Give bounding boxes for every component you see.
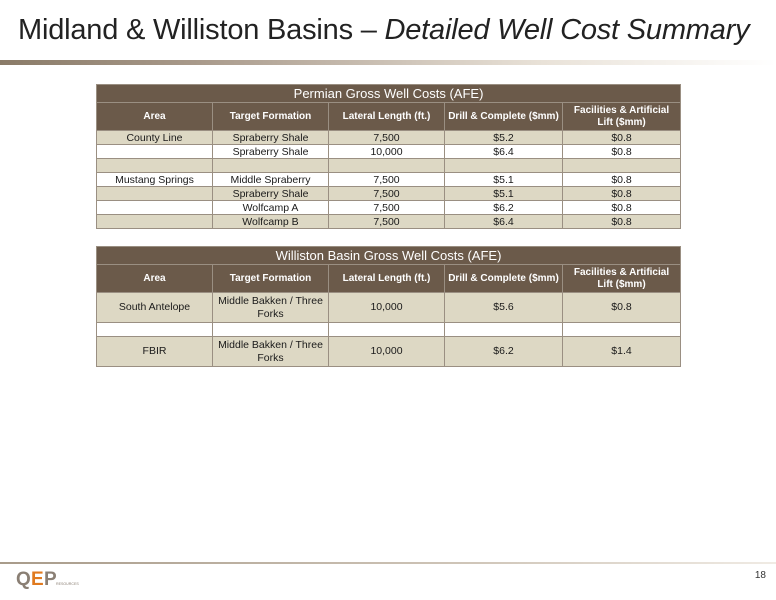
williston-table-caption: Williston Basin Gross Well Costs (AFE): [97, 247, 681, 265]
column-header-facilities-lift: Facilities & Artificial Lift ($mm): [563, 103, 681, 131]
cell-facilities-lift: $0.8: [563, 215, 681, 229]
cell-drill-complete: $5.2: [445, 131, 563, 145]
cell-lateral-length: 10,000: [329, 337, 445, 367]
company-logo: [16, 568, 79, 590]
cell-target-formation: Wolfcamp B: [213, 215, 329, 229]
table-row: [97, 131, 681, 145]
permian-cost-table: [96, 84, 681, 229]
cell-drill-complete: [445, 323, 563, 337]
cell-lateral-length: 7,500: [329, 173, 445, 187]
cell-lateral-length: 7,500: [329, 131, 445, 145]
svg-text:RESOURCES: RESOURCES: [56, 582, 79, 586]
slide-title-italic: Detailed Well Cost Summary: [384, 14, 750, 46]
cell-area: [97, 215, 213, 229]
qep-logo-icon: [16, 568, 79, 590]
cell-target-formation: Spraberry Shale: [213, 187, 329, 201]
cell-facilities-lift: $0.8: [563, 201, 681, 215]
cell-lateral-length: 10,000: [329, 145, 445, 159]
cell-target-formation: Middle Bakken / Three Forks: [213, 293, 329, 323]
cell-facilities-lift: $0.8: [563, 293, 681, 323]
cell-area: South Antelope: [97, 293, 213, 323]
cell-drill-complete: $6.2: [445, 337, 563, 367]
cell-target-formation: [213, 159, 329, 173]
cell-area: FBIR: [97, 337, 213, 367]
table-row: [97, 337, 681, 367]
williston-header-row: [97, 265, 681, 293]
cell-target-formation: Wolfcamp A: [213, 201, 329, 215]
cell-area: [97, 145, 213, 159]
table-row: [97, 215, 681, 229]
svg-text:E: E: [31, 569, 44, 590]
table-row: [97, 187, 681, 201]
cell-target-formation: Middle Spraberry: [213, 173, 329, 187]
table-row: [97, 201, 681, 215]
footer-divider: [0, 562, 776, 564]
cell-area: Mustang Springs: [97, 173, 213, 187]
cell-drill-complete: $6.2: [445, 201, 563, 215]
column-header-drill-complete: Drill & Complete ($mm): [445, 103, 563, 131]
title-divider: [0, 60, 776, 65]
cell-drill-complete: $5.6: [445, 293, 563, 323]
cell-target-formation: Middle Bakken / Three Forks: [213, 337, 329, 367]
cell-facilities-lift: $0.8: [563, 145, 681, 159]
cell-facilities-lift: $0.8: [563, 187, 681, 201]
cell-target-formation: [213, 323, 329, 337]
cell-lateral-length: 7,500: [329, 215, 445, 229]
cell-area: [97, 187, 213, 201]
column-header-drill-complete: Drill & Complete ($mm): [445, 265, 563, 293]
svg-text:P: P: [44, 569, 57, 590]
column-header-target-formation: Target Formation: [213, 265, 329, 293]
permian-table-caption: Permian Gross Well Costs (AFE): [97, 85, 681, 103]
cell-facilities-lift: [563, 323, 681, 337]
column-header-target-formation: Target Formation: [213, 103, 329, 131]
svg-text:Q: Q: [16, 569, 31, 590]
cell-facilities-lift: $1.4: [563, 337, 681, 367]
cell-target-formation: Spraberry Shale: [213, 145, 329, 159]
cell-drill-complete: [445, 159, 563, 173]
cell-facilities-lift: $0.8: [563, 131, 681, 145]
cell-lateral-length: 7,500: [329, 201, 445, 215]
cell-area: County Line: [97, 131, 213, 145]
table-row: [97, 293, 681, 323]
cell-area: [97, 201, 213, 215]
cell-drill-complete: $6.4: [445, 215, 563, 229]
cell-drill-complete: $6.4: [445, 145, 563, 159]
column-header-lateral-length: Lateral Length (ft.): [329, 265, 445, 293]
permian-header-row: [97, 103, 681, 131]
cell-lateral-length: 10,000: [329, 293, 445, 323]
page-number: 18: [754, 570, 766, 581]
table-row: [97, 145, 681, 159]
column-header-facilities-lift: Facilities & Artificial Lift ($mm): [563, 265, 681, 293]
table-row-spacer: [97, 159, 681, 173]
slide-title-main: Midland & Williston Basins –: [18, 14, 385, 46]
williston-cost-table: [96, 246, 681, 367]
column-header-lateral-length: Lateral Length (ft.): [329, 103, 445, 131]
table-row-spacer: [97, 323, 681, 337]
cell-target-formation: Spraberry Shale: [213, 131, 329, 145]
slide-title: [18, 14, 749, 47]
table-row: [97, 173, 681, 187]
column-header-area: Area: [97, 265, 213, 293]
cell-area: [97, 159, 213, 173]
cell-lateral-length: 7,500: [329, 187, 445, 201]
cell-drill-complete: $5.1: [445, 173, 563, 187]
cell-lateral-length: [329, 159, 445, 173]
cell-facilities-lift: $0.8: [563, 173, 681, 187]
cell-lateral-length: [329, 323, 445, 337]
cell-facilities-lift: [563, 159, 681, 173]
cell-drill-complete: $5.1: [445, 187, 563, 201]
column-header-area: Area: [97, 103, 213, 131]
cell-area: [97, 323, 213, 337]
